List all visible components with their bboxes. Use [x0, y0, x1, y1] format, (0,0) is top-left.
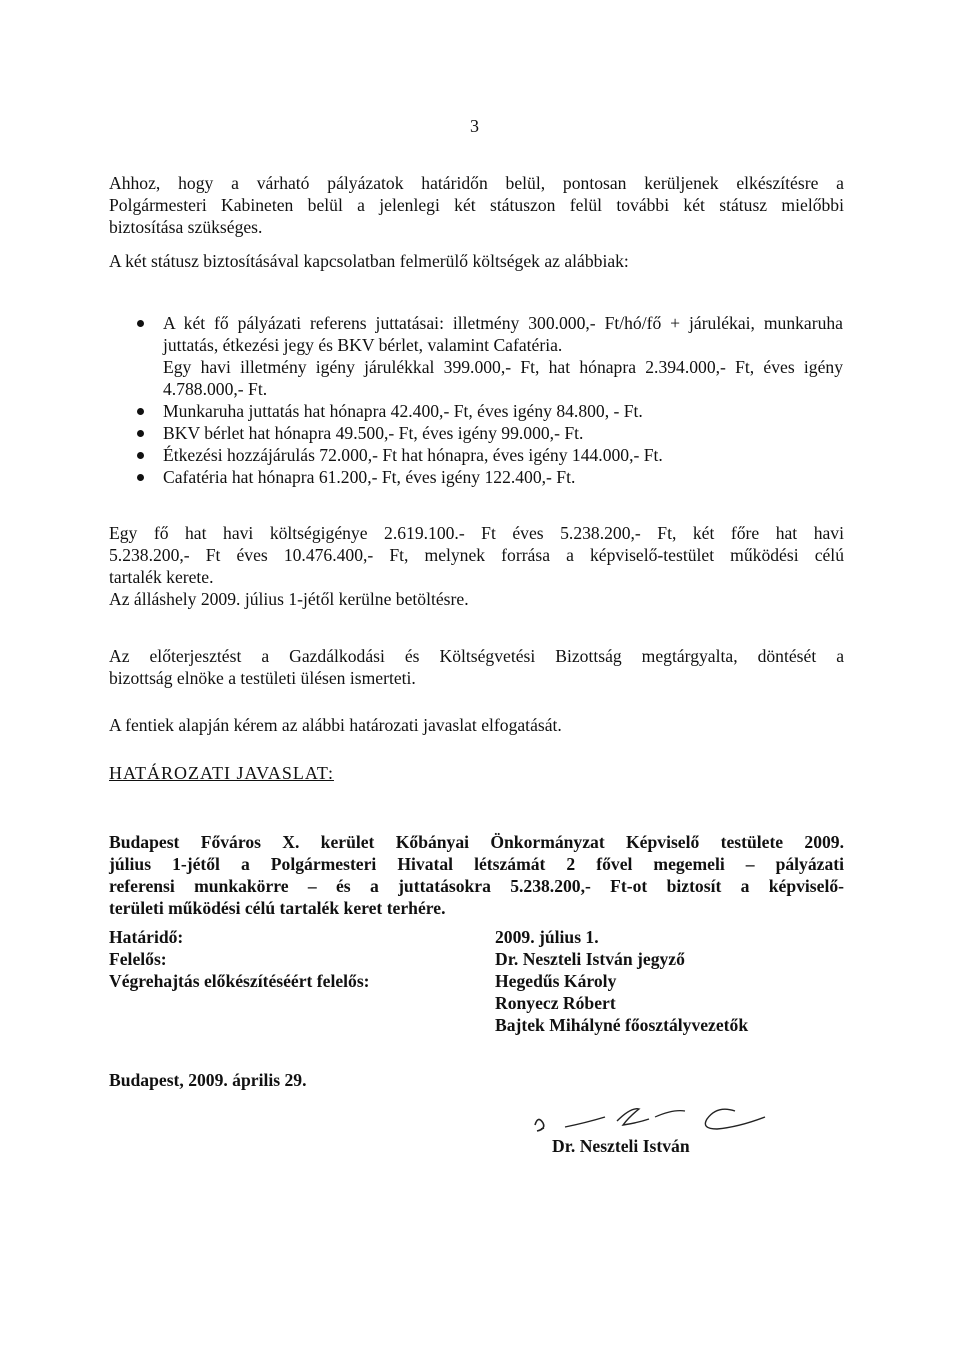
responsibility-labels [109, 926, 370, 992]
committee-line-2: bizottság elnöke a testületi ülésen ismerteti. [109, 668, 416, 688]
list-item-text: A két fő pályázati referens juttatásai: illetmény 300.000,- Ft/hó/fő + járulékai, munkaruha juttatás, étkezési jegy és BKV bérlet, valamint Cafatéria. [163, 313, 843, 355]
intro-line-2: Polgármesteri Kabineten belül a jelenlegi két státuszon felül további két státusz mielőbbi [109, 195, 844, 215]
responsibility-values [495, 926, 748, 1036]
list-item-text: Cafatéria hat hónapra 61.200,- Ft, éves igény 122.400,- Ft. [163, 467, 576, 487]
list-item [137, 422, 843, 444]
deadline-value: 2009. július 1. [495, 927, 599, 947]
intro-line-1: Ahhoz, hogy a várható pályázatok határidőn belül, pontosan kerüljenek elkészítésre a [109, 173, 844, 193]
resolution-line-3: referensi munkakörre – és a juttatásokra 5.238.200,- Ft-ot biztosít a képviselő- [109, 876, 844, 896]
responsible-value: Dr. Neszteli István jegyző [495, 949, 685, 969]
bullet-icon [137, 408, 144, 415]
list-item [137, 466, 843, 488]
intro-paragraph [109, 172, 844, 238]
committee-paragraph [109, 645, 844, 689]
preparation-label: Végrehajtás előkészítéséért felelős: [109, 971, 370, 991]
committee-line-1: Az előterjesztést a Gazdálkodási és Költségvetési Bizottság megtárgyalta, döntését a [109, 646, 844, 666]
responsible-label: Felelős: [109, 949, 167, 969]
resolution-line-4: területi működési célú tartalék keret terhére. [109, 898, 446, 918]
deadline-label: Határidő: [109, 927, 184, 947]
bullet-icon [137, 430, 144, 437]
list-item-text: Munkaruha juttatás hat hónapra 42.400,- Ft, éves igény 84.800, - Ft. [163, 401, 643, 421]
preparation-value: Bajtek Mihályné főosztályvezetők [495, 1015, 749, 1035]
bullet-icon [137, 474, 144, 481]
cost-list [137, 312, 843, 488]
list-item-text: BKV bérlet hat hónapra 49.500,- Ft, éves igény 99.000,- Ft. [163, 423, 584, 443]
preparation-value: Hegedűs Károly [495, 971, 617, 991]
place-date: Budapest, 2009. április 29. [109, 1070, 307, 1090]
total-line-2: 5.238.200,- Ft éves 10.476.400,- Ft, melynek forrása a képviselő-testület működési célú [109, 545, 844, 565]
list-item-text: Étkezési hozzájárulás 72.000,- Ft hat hónapra, éves igény 144.000,- Ft. [163, 445, 663, 465]
total-line-1: Egy fő hat havi költségigénye 2.619.100.- Ft éves 5.238.200,- Ft, két főre hat havi [109, 523, 844, 543]
resolution-line-1: Budapest Főváros X. kerület Kőbányai Önkormányzat Képviselő testülete 2009. [109, 832, 844, 852]
list-item [137, 312, 843, 356]
total-line-3: tartalék kerete. [109, 567, 214, 587]
list-item-text: Egy havi illetmény igény járulékkal 399.000,- Ft, hat hónapra 2.394.000,- Ft, éves igény 4.788.000,- Ft. [163, 357, 843, 399]
resolution-line-2: július 1-jétől a Polgármesteri Hivatal létszámát 2 fővel megemeli – pályázati [109, 854, 844, 874]
list-item [111, 356, 843, 400]
resolution-text [109, 831, 844, 919]
costs-intro: A két státusz biztosításával kapcsolatban felmerülő költségek az alábbiak: [109, 251, 629, 271]
intro-line-3: biztosítása szükséges. [109, 217, 263, 237]
list-item [137, 444, 843, 466]
handwritten-signature [525, 1103, 785, 1137]
page-number: 3 [470, 116, 479, 136]
bullet-icon [137, 320, 144, 327]
preparation-value: Ronyecz Róbert [495, 993, 616, 1013]
total-line-4: Az álláshely 2009. július 1-jétől kerülne betöltésre. [109, 589, 469, 609]
bullet-icon [137, 452, 144, 459]
total-paragraph [109, 522, 844, 610]
signer-name: Dr. Neszteli István [552, 1136, 690, 1156]
request-line: A fentiek alapján kérem az alábbi határozati javaslat elfogatását. [109, 715, 562, 735]
list-item [137, 400, 843, 422]
resolution-heading: HATÁROZATI JAVASLAT: [109, 763, 334, 783]
